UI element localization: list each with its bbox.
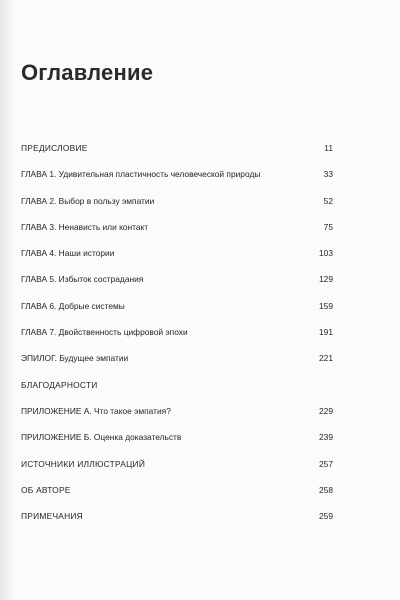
toc-entry-preface	[21, 142, 333, 168]
toc-entry-title: ОБ АВТОРЕ	[21, 484, 71, 495]
toc-entry-title: ПРИЛОЖЕНИЕ А. Что такое эмпатия?	[21, 405, 171, 416]
toc-entry-page-number: 33	[323, 169, 333, 180]
toc-entry-acknowledgments	[21, 379, 333, 405]
toc-entry-page-number: 259	[319, 511, 333, 522]
toc-entry-title: ПРИМЕЧАНИЯ	[21, 511, 83, 522]
table-of-contents	[21, 142, 333, 536]
page-binding-shadow	[0, 0, 16, 600]
toc-entry-title: ГЛАВА 5. Избыток сострадания	[21, 274, 144, 285]
toc-entry-title: ГЛАВА 2. Выбор в пользу эмпатии	[21, 195, 155, 206]
toc-entry-page-number: 221	[319, 353, 333, 364]
toc-entry-page-number: 239	[319, 432, 333, 443]
toc-entry-chapter-3	[21, 221, 333, 247]
toc-entry-chapter-2	[21, 195, 333, 221]
toc-entry-page-number: 129	[319, 274, 333, 285]
toc-entry-chapter-7	[21, 326, 333, 352]
toc-entry-page-number: 257	[319, 458, 333, 469]
toc-entry-page-number: 159	[319, 300, 333, 311]
toc-entry-title: ГЛАВА 6. Добрые системы	[21, 300, 125, 311]
toc-entry-title: ИСТОЧНИКИ ИЛЛЮСТРАЦИЙ	[21, 458, 146, 469]
toc-entry-page-number: 75	[323, 221, 333, 232]
toc-entry-page-number: 11	[324, 143, 333, 153]
toc-entry-page-number: 52	[323, 195, 333, 206]
toc-entry-page-number: 103	[319, 248, 333, 259]
toc-entry-chapter-5	[21, 273, 333, 299]
toc-entry-title: ГЛАВА 3. Ненависть или контакт	[21, 221, 149, 232]
toc-entry-title: ГЛАВА 1. Удивительная пластичность человеческой природы	[21, 169, 261, 180]
toc-entry-chapter-6	[21, 300, 333, 326]
toc-entry-title: ПРИЛОЖЕНИЕ Б. Оценка доказательств	[21, 432, 182, 443]
toc-entry-title: ГЛАВА 4. Наши истории	[21, 248, 115, 259]
page-title: Оглавление	[21, 60, 154, 85]
toc-entry-page-number: 191	[319, 327, 333, 338]
toc-entry-illustration-sources	[21, 458, 333, 484]
toc-entry-title: ЭПИЛОГ. Будущее эмпатии	[21, 353, 129, 364]
toc-entry-chapter-1	[21, 168, 333, 194]
toc-entry-appendix-b	[21, 431, 333, 457]
toc-entry-page-number: 258	[319, 484, 333, 495]
toc-entry-title: ГЛАВА 7. Двойственность цифровой эпохи	[21, 327, 188, 338]
toc-entry-appendix-a	[21, 405, 333, 431]
toc-entry-page-number: 229	[319, 405, 333, 416]
toc-entry-epilogue	[21, 352, 333, 378]
toc-entry-title: БЛАГОДАРНОСТИ	[21, 379, 98, 390]
toc-entry-chapter-4	[21, 247, 333, 273]
toc-entry-about-author	[21, 484, 333, 510]
toc-entry-title: ПРЕДИСЛОВИЕ	[21, 143, 88, 153]
toc-entry-notes	[21, 510, 333, 536]
